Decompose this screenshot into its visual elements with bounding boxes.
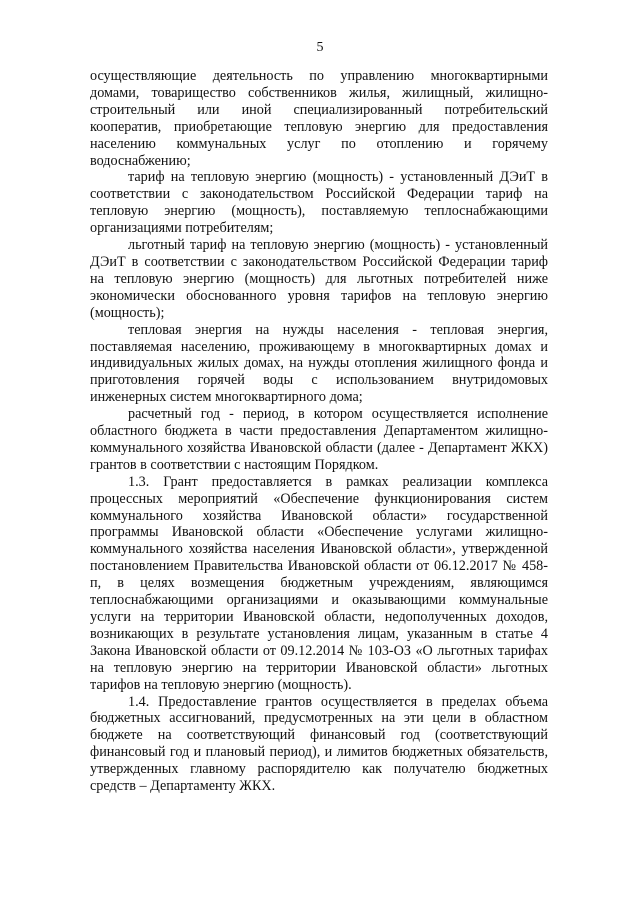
paragraph-section-1-3: 1.3. Грант предоставляется в рамках реализации комплекса процессных мероприятий «Обеспечение функционирования систем коммунального хозяйства Ивановской области» государственной программы Ивановской области «Обеспечение услугами жилищно-коммунального хозяйства населения Ивановской области», утвержденной постановлением Правительства Ивановской области от 06.12.2017 № 458-п, в целях возмещения бюджетным учреждениям, являющимся теплоснабжающими организациями и оказывающими коммунальные услуги на территории Ивановской области, недополученных доходов, возникающих в результате установления лицам, указанным в статье 4 Закона Ивановской области от 09.12.2014 № 103-ОЗ «О льготных тарифах на тепловую энергию на территории Ивановской области» льготных тарифов на тепловую энергию (мощность). <box>90 473 548 693</box>
paragraph-preferential-tariff: льготный тариф на тепловую энергию (мощность) - установленный ДЭиТ в соответствии с законодательством Российской Федерации тариф на тепловую энергию (мощность) для льготных потребителей ниже экономически обоснованного уровня тарифов на тепловую энергию (мощность); <box>90 237 548 321</box>
paragraph-continuation: осуществляющие деятельность по управлению многоквартирными домами, товарищество собственников жилья, жилищный, жилищно-строительный или иной специализированный потребительский кооператив, приобретающие тепловую энергию для предоставления населению коммунальных услуг по отоплению и горячему водоснабжению; <box>90 68 548 169</box>
paragraph-thermal-energy-population: тепловая энергия на нужды населения - тепловая энергия, поставляемая населению, проживающему в многоквартирных домах и индивидуальных жилых домах, на нужды отопления жилищного фонда и приготовления горячей воды с использованием внутридомовых инженерных систем многоквартирного дома; <box>90 321 548 406</box>
page-number: 5 <box>316 40 324 55</box>
paragraph-settlement-year: расчетный год - период, в котором осуществляется исполнение областного бюджета в части предоставления Департаментом жилищно-коммунального хозяйства Ивановской области (далее - Департамент ЖКХ) грантов в соответствии с настоящим Порядком. <box>90 406 548 473</box>
paragraph-section-1-4: 1.4. Предоставление грантов осуществляется в пределах объема бюджетных ассигнований, предусмотренных на эти цели в областном бюджете на соответствующий финансовый год (соответствующий финансовый год и плановый период), и лимитов бюджетных обязательств, утвержденных главному распорядителю как получателю бюджетных средств – Департаменту ЖКХ. <box>90 693 548 795</box>
paragraph-tariff-definition: тариф на тепловую энергию (мощность) - установленный ДЭиТ в соответствии с законодательством Российской Федерации тариф на тепловую энергию (мощность), поставляемую теплоснабжающими организациями потребителям; <box>90 169 548 237</box>
document-body <box>90 68 548 795</box>
